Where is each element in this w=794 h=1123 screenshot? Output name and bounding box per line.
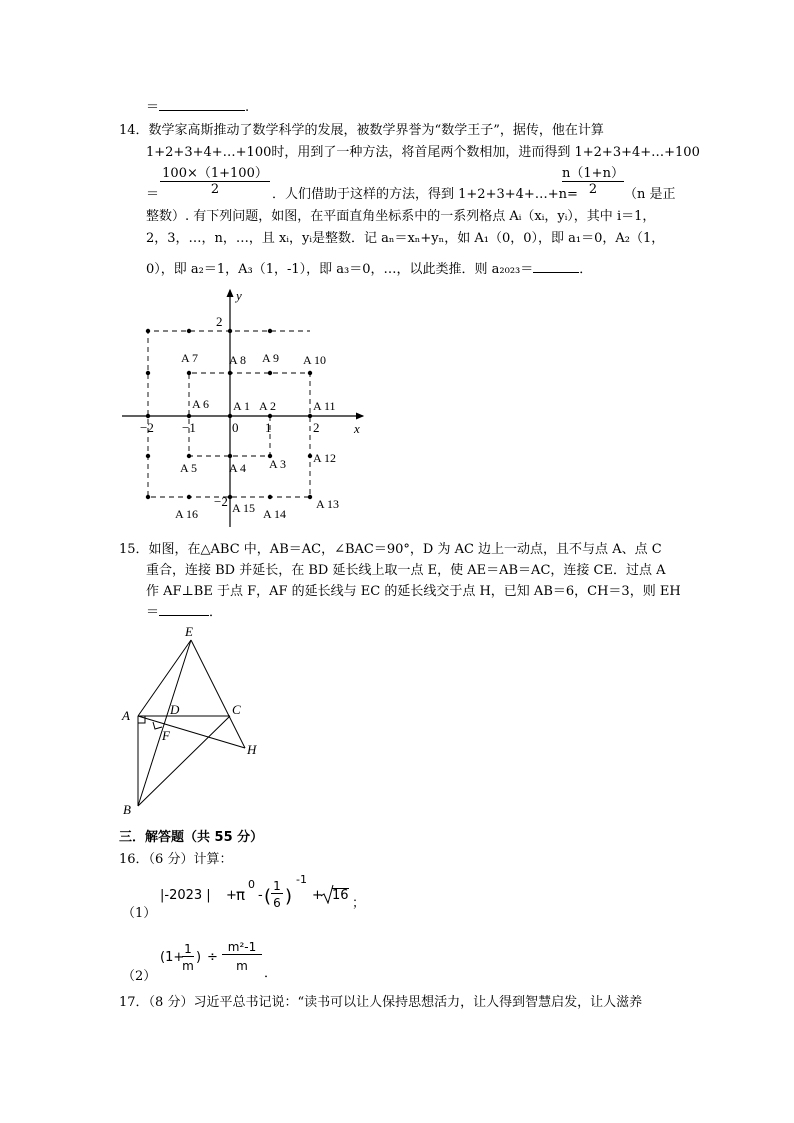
period: ． xyxy=(209,605,223,620)
tick-label: 2 xyxy=(313,420,320,435)
part-label: （2） xyxy=(122,969,157,984)
vertex-label: D xyxy=(170,702,180,717)
blank xyxy=(159,603,209,616)
section-heading: 三．解答题（共 55 分） xyxy=(119,830,264,845)
point-label: A 1 xyxy=(233,399,251,413)
exponent: -1 xyxy=(296,873,307,886)
tick-label: −1 xyxy=(182,420,196,435)
q14-line5: 2，3，…，n，…，且 xᵢ，yᵢ是整数．记 aₙ＝xₙ+yₙ，如 A₁（0，0），即 a₁＝0，A₂（1， xyxy=(146,231,665,246)
q14-fraction2 xyxy=(562,162,624,197)
plus-sign: + xyxy=(312,888,323,903)
tick-label: 2 xyxy=(216,314,223,329)
vertex-label: A xyxy=(122,708,130,723)
q16-heading: 16．（6 分）计算： xyxy=(119,852,233,867)
fraction-denominator: 2 xyxy=(588,182,598,197)
eq-sign: ＝ xyxy=(146,100,160,115)
fraction-denominator: 2 xyxy=(210,182,220,197)
q14-line3-end: （n 是正 xyxy=(624,187,676,202)
tick-label: −2 xyxy=(140,420,154,435)
point-label: A 13 xyxy=(316,497,340,511)
point-label: A 16 xyxy=(175,507,199,521)
point-label: A 9 xyxy=(262,351,280,365)
minus-sign: - xyxy=(258,888,263,903)
q14-line1 xyxy=(119,119,604,138)
vertex-label: B xyxy=(123,802,131,817)
point-label: A 5 xyxy=(180,461,198,475)
fraction-numerator: 1 xyxy=(182,942,194,957)
fraction-denominator: m xyxy=(236,959,248,973)
vertex-label: C xyxy=(232,702,241,717)
q15-line1: 15．如图，在△ABC 中，AB＝AC，∠BAC＝90°，D 为 AC 边上一动点，且不与点 A、点 C xyxy=(119,542,662,557)
point-label: A 8 xyxy=(229,353,247,367)
part-label: （1） xyxy=(122,906,157,921)
x-axis-label: x xyxy=(354,421,360,436)
radicand: 16 xyxy=(332,888,349,903)
q14-line4: 整数）. 有下列问题，如图，在平面直角坐标系中的一系列格点 Aᵢ（xᵢ，yᵢ），其中 i＝1， xyxy=(146,209,656,224)
eq-sign: ＝ xyxy=(146,187,160,202)
paren-open: ( xyxy=(264,886,272,907)
period: ． xyxy=(264,966,278,981)
point-label: A 7 xyxy=(181,351,199,365)
paren-close: ) xyxy=(285,886,293,907)
point-label: A 12 xyxy=(313,451,337,465)
blank xyxy=(159,98,245,111)
point-label: A 6 xyxy=(192,397,210,411)
q14-text: 0），即 a₂＝1，A₃（1，-1），即 a₃＝0，…，以此类推．则 a₂₀₂₃＝ xyxy=(146,262,534,277)
period: . xyxy=(245,100,250,115)
paren-close: ) xyxy=(196,950,202,965)
y-axis-label: y xyxy=(236,288,242,303)
fraction-numerator: 1 xyxy=(271,879,283,894)
blank xyxy=(533,260,579,273)
q14-text: 数学家高斯推动了数学科学的发展，被数学界誉为“数学王子”，据传，他在计算 xyxy=(148,123,604,138)
fraction-denominator: m xyxy=(182,959,194,973)
abs-value: |-2023 | xyxy=(160,888,211,903)
divide-sign: ÷ xyxy=(207,950,218,965)
q14-line3: ．人们借助于这样的方法，得到 1+2+3+4+…+n= xyxy=(272,187,578,202)
vertex-label: F xyxy=(162,728,170,743)
triangle-figure xyxy=(118,622,268,817)
paren-open: (1+ xyxy=(160,950,185,965)
point-label: A 11 xyxy=(313,399,336,413)
q14-line6 xyxy=(146,258,592,277)
fraction-numerator: n（1+n） xyxy=(562,162,624,182)
point-label: A 3 xyxy=(269,457,287,471)
point-label: A 15 xyxy=(232,501,256,515)
fraction-denominator: 6 xyxy=(273,896,281,910)
point-label: A 4 xyxy=(229,461,247,475)
exponent: 0 xyxy=(248,878,255,891)
tick-label: −2 xyxy=(214,494,228,509)
point-label: A 14 xyxy=(263,507,287,521)
q13-answer-line xyxy=(146,96,249,115)
lattice-graph xyxy=(110,280,380,530)
q15-line4 xyxy=(146,601,222,620)
q15-line2: 重合，连接 BD 并延长，在 BD 延长线上取一点 E，使 AE＝AB＝AC，连接 CE．过点 A xyxy=(146,563,666,578)
semicolon: ； xyxy=(352,896,366,911)
tick-label: 1 xyxy=(265,420,272,435)
point-label: A 10 xyxy=(303,353,327,367)
question-number: 14． xyxy=(119,123,149,138)
vertex-label: H xyxy=(247,742,257,757)
q14-fraction1 xyxy=(160,162,270,197)
q15-line3: 作 AF⊥BE 于点 F，AF 的延长线与 EC 的延长线交于点 H，已知 AB＝6，CH＝3，则 EH xyxy=(146,584,681,599)
eq-sign: ＝ xyxy=(146,605,160,620)
vertex-label: E xyxy=(185,624,193,639)
fraction-numerator: 100×（1+100） xyxy=(160,162,270,182)
fraction-numerator: m²-1 xyxy=(222,940,262,955)
point-label: A 2 xyxy=(259,399,277,413)
plus-sign: + xyxy=(226,888,237,903)
q17-line1: 17．（8 分）习近平总书记说：“读书可以让人保持思想活力，让人得到智慧启发，让人滋养 xyxy=(119,995,643,1010)
pi-symbol: π xyxy=(236,886,246,904)
tick-label: 0 xyxy=(232,420,239,435)
q14-line2: 1+2+3+4+…+100时，用到了一种方法，将首尾两个数相加，进而得到 1+2+3+4+…+100 xyxy=(146,145,700,160)
period: ． xyxy=(579,262,593,277)
